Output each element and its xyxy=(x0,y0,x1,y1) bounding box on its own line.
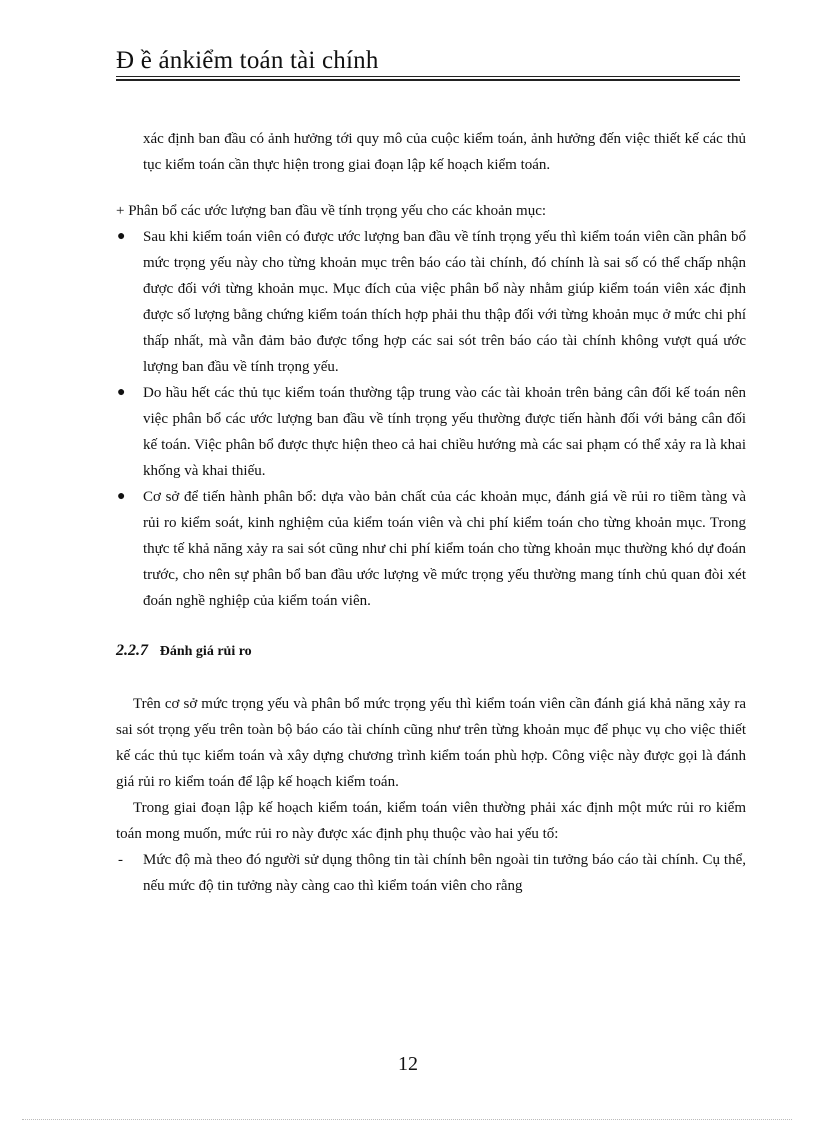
bullet-icon: ● xyxy=(117,385,126,400)
section-title: Đánh giá rủi ro xyxy=(159,644,252,659)
header-rule-thick xyxy=(116,79,740,81)
bullet-icon: ● xyxy=(117,489,126,504)
dash-list-item xyxy=(116,847,746,899)
risk-paragraph-1: Trên cơ sở mức trọng yếu và phân bổ mức trọng yếu thì kiểm toán viên cần đánh giá khả năng xảy ra sai sót trọng yếu trên toàn bộ báo cáo tài chính cũng như trên từng khoản mục để phục vụ cho việc thiết kế các thủ tục kiểm toán và xây dựng chương trình kiểm toán phù hợp. Công việc này được gọi là đánh giá rủi ro kiểm toán để lập kế hoạch kiểm toán. xyxy=(116,696,746,790)
header-rule-thin xyxy=(116,76,740,77)
allocation-heading: + Phân bổ các ước lượng ban đầu về tính trọng yếu cho các khoản mục: xyxy=(116,203,547,219)
bullet-item-1 xyxy=(116,224,746,380)
dash-marker: - xyxy=(118,852,123,868)
dash-item-text: Mức độ mà theo đó người sử dụng thông tin tài chính bên ngoài tin tưởng báo cáo tài chính. Cụ thể, nếu mức độ tin tưởng này càng cao thì kiểm toán viên cho rằng xyxy=(143,852,746,894)
bullet-item-3 xyxy=(116,484,746,614)
bullet-icon: ● xyxy=(117,229,126,244)
page-number: 12 xyxy=(398,1053,418,1075)
bullet-item-2 xyxy=(116,380,746,484)
document-header-title: Đ ề ánkiểm toán tài chính xyxy=(116,47,379,74)
intro-paragraph: xác định ban đầu có ảnh hưởng tới quy mô của cuộc kiểm toán, ảnh hưởng đến việc thiết kế các thủ tục kiểm toán cần thực hiện trong giai đoạn lập kế hoạch kiểm toán. xyxy=(143,131,746,173)
section-number: 2.2.7 xyxy=(116,642,148,659)
bullet-text: Do hầu hết các thủ tục kiểm toán thường tập trung vào các tài khoản trên bảng cân đối kế toán nên việc phân bổ các ước lượng ban đầu về tính trọng yếu thường được tiến hành đối với bảng cân đối kế toán. Việc phân bổ được thực hiện theo cả hai chiều hướng mà các sai phạm có thể xảy ra là khai khống và khai thiếu. xyxy=(143,385,746,479)
page-bottom-border xyxy=(22,1119,792,1120)
page-body xyxy=(116,126,746,899)
bullet-text: Sau khi kiểm toán viên có được ước lượng ban đầu về tính trọng yếu thì kiểm toán viên cần phân bổ mức trọng yếu này cho từng khoản mục trên báo cáo tài chính, đó chính là sai số có thể chấp nhận được đối với từng khoản mục. Mục đích của việc phân bổ này nhằm giúp kiểm toán viên xác định được số lượng bằng chứng kiểm toán thích hợp phải thu thập đối với từng khoản mục ở mức chi phí thấp nhất, mà vẫn đảm bảo được tổng hợp các sai sót trên báo cáo tài chính không vượt quá ước lượng ban đầu về tính trọng yếu. xyxy=(143,229,746,375)
bullet-text: Cơ sở để tiến hành phân bổ: dựa vào bản chất của các khoản mục, đánh giá về rủi ro tiềm tàng và rủi ro kiểm soát, kinh nghiệm của kiểm toán viên và chi phí kiểm toán cho từng khoản mục. Trong thực tế khả năng xảy ra sai sót cũng như chi phí kiểm toán cho từng khoản mục thường khó dự đoán trước, cho nên sự phân bổ ban đầu ước lượng về mức trọng yếu thường mang tính chủ quan đòi xét đoán nghề nghiệp của kiểm toán viên. xyxy=(143,489,746,609)
section-heading xyxy=(116,638,746,665)
risk-paragraph-2: Trong giai đoạn lập kế hoạch kiểm toán, kiểm toán viên thường phải xác định một mức rủi ro kiểm toán mong muốn, mức rủi ro này được xác định phụ thuộc vào hai yếu tố: xyxy=(116,800,746,842)
